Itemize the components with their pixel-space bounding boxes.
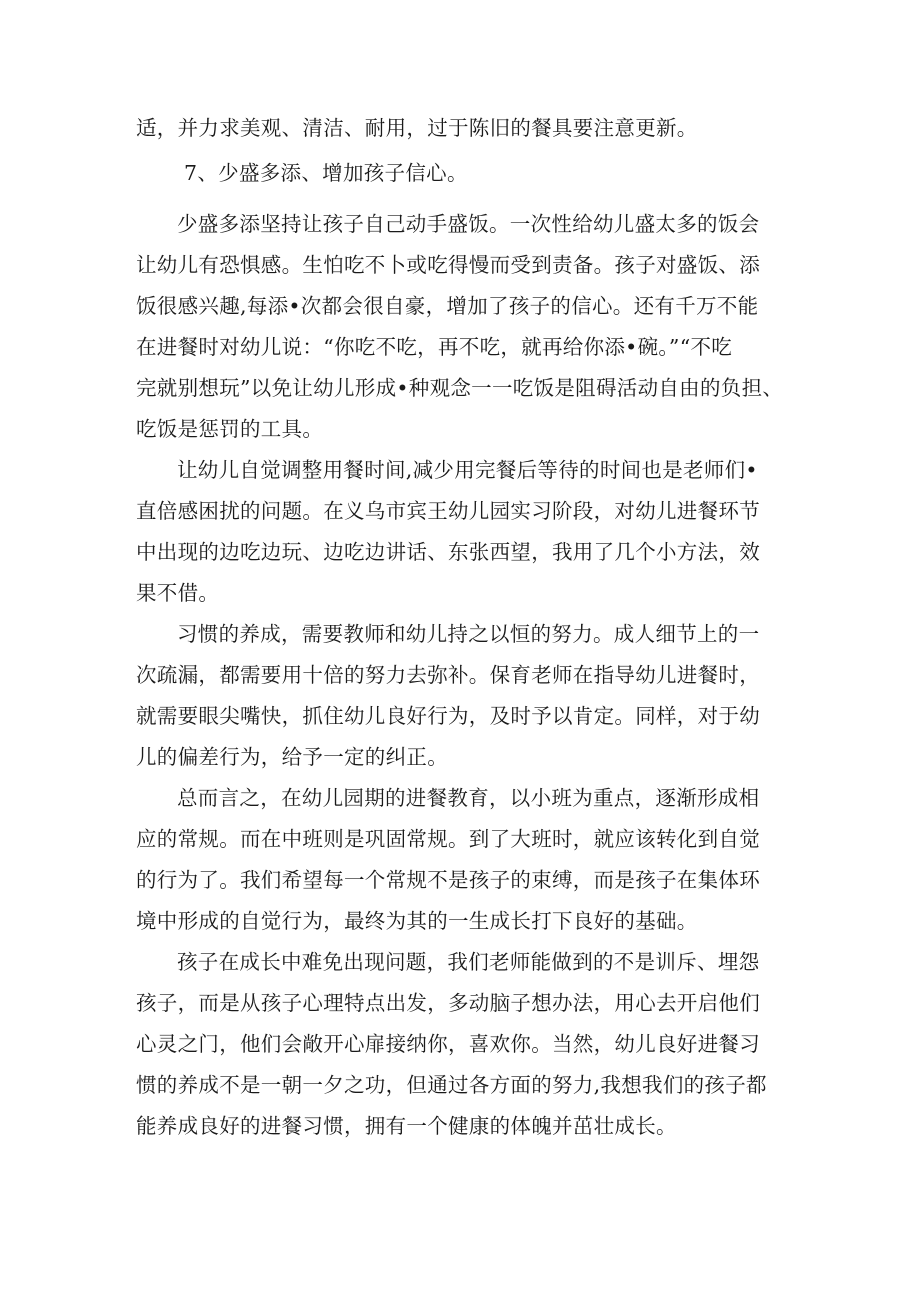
- text-line: 儿的偏差行为，给予一定的纠正。: [136, 745, 448, 769]
- text-line: 习惯的养成，需要教师和幼儿持之以恒的努力。成人细节上的一: [177, 622, 760, 646]
- paragraph: [136, 942, 786, 1147]
- text-line: 让幼儿有恐惧感。生怕吃不卜或吃得慢而受到责备。孩子对盛饭、添: [136, 253, 760, 277]
- text-line: 少盛多添坚持让孩子自己动手盛饭。一次性给幼儿盛太多的饭会: [177, 212, 760, 236]
- text-line: 就需要眼尖嘴快，抓住幼儿良好行为，及时予以肯定。同样，对于幼: [136, 704, 760, 728]
- text-line: 中出现的边吃边玩、边吃边讲话、东张西望，我用了几个小方法，效: [136, 540, 760, 564]
- paragraph: [136, 614, 786, 778]
- text-line: 7、少盛多添、增加孩子信心。: [184, 161, 468, 185]
- paragraph: [136, 204, 786, 450]
- text-line: 能养成良好的进餐习惯，拥有一个健康的体魄并茁壮成长。: [136, 1114, 677, 1138]
- text-line: 心灵之门，他们会敞开心扉接纳你，喜欢你。当然，幼儿良好进餐习: [136, 1032, 760, 1056]
- text-line: 完就别想玩”以免让幼儿形成•种观念一一吃饭是阻碍活动自由的负担、: [136, 376, 784, 400]
- paragraph: [136, 778, 786, 942]
- text-line: 孩子在成长中难免出现问题，我们老师能做到的不是训斥、埋怨: [177, 950, 760, 974]
- paragraph: [136, 108, 786, 149]
- paragraph: [136, 450, 786, 614]
- text-line: 惯的养成不是一朝一夕之功，但通过各方面的努力,我想我们的孩子都: [136, 1073, 767, 1097]
- text-line: 总而言之，在幼儿园期的进餐教育，以小班为重点，逐渐形成相: [177, 786, 760, 810]
- section-heading: [136, 153, 786, 194]
- text-line: 境中形成的自觉行为，最终为其的一生成长打下良好的基础。: [136, 909, 698, 933]
- text-line: 适，并力求美观、清洁、耐用，过于陈旧的餐具要注意更新。: [136, 116, 698, 140]
- text-line: 吃饭是惩罚的工具。: [136, 417, 324, 441]
- text-line: 饭很感兴趣,每添•次都会很自豪，增加了孩子的信心。还有千万不能: [136, 294, 759, 318]
- document-body: [136, 108, 786, 1147]
- text-line: 的行为了。我们希望每一个常规不是孩子的束缚，而是孩子在集体环: [136, 868, 760, 892]
- text-line: 让幼儿自觉调整用餐时间,减少用完餐后等待的时间也是老师们•: [177, 458, 758, 482]
- text-line: 次疏漏，都需要用十倍的努力去弥补。保育老师在指导幼儿进餐时，: [136, 663, 760, 687]
- text-line: 在进餐时对幼儿说：“你吃不吃，再不吃，就再给你添•碗。”“不吃: [136, 335, 733, 359]
- text-line: 直倍感困扰的问题。在义乌市宾王幼儿园实习阶段，对幼儿进餐环节: [136, 499, 760, 523]
- text-line: 孩子，而是从孩子心理特点出发，多动脑子想办法，用心去开启他们: [136, 991, 760, 1015]
- text-line: 果不借。: [136, 581, 220, 605]
- text-line: 应的常规。而在中班则是巩固常规。到了大班时，就应该转化到自觉: [136, 827, 760, 851]
